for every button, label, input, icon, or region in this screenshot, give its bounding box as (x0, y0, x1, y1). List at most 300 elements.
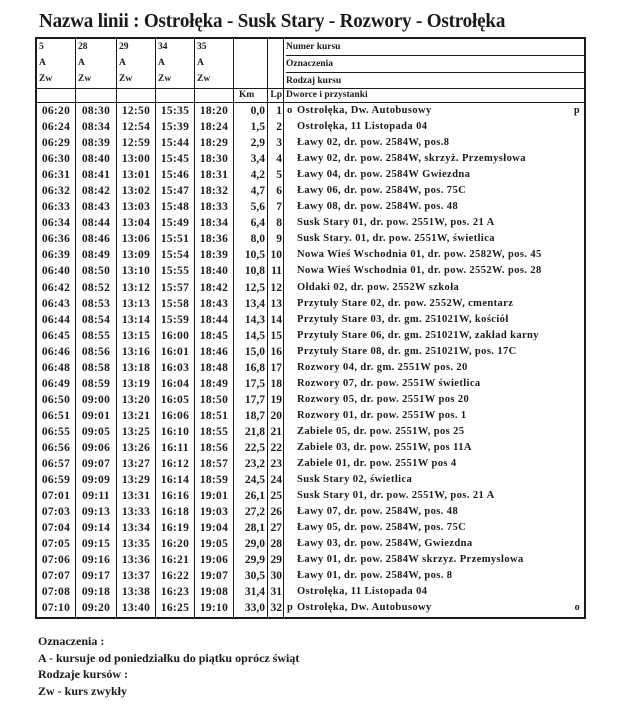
lp-value: 5 (268, 167, 284, 183)
departure-time: 18:55 (195, 424, 234, 440)
km-value: 3,4 (234, 151, 268, 167)
course-marking: A (197, 58, 204, 68)
stop-name: Susk Stary. 01, dr. pow. 2551W, świetlica (297, 233, 495, 245)
lp-value: 29 (268, 552, 284, 568)
timetable-row (37, 568, 584, 584)
departure-time: 18:51 (195, 408, 234, 424)
departure-time: 15:39 (156, 119, 195, 135)
departure-time: 18:43 (195, 296, 234, 312)
stop-cell (284, 552, 584, 568)
timetable-body (37, 103, 584, 617)
departure-time: 16:22 (156, 568, 195, 584)
departure-time: 08:46 (76, 231, 117, 247)
course-header (76, 39, 117, 88)
departure-time: 15:55 (156, 263, 195, 279)
departure-time: 16:01 (156, 344, 195, 360)
departure-time: 08:56 (76, 344, 117, 360)
departure-time: 15:54 (156, 247, 195, 263)
lp-value: 15 (268, 328, 284, 344)
time-header-blank (37, 89, 76, 102)
course-marking: A (119, 58, 126, 68)
km-value: 1,5 (234, 119, 268, 135)
departure-time: 08:58 (76, 360, 117, 376)
label-numer-kursu: Numer kursu (286, 39, 584, 56)
departure-time: 06:59 (37, 472, 76, 488)
lp-value: 10 (268, 247, 284, 263)
timetable-row (37, 151, 584, 167)
course-type: Zw (158, 74, 172, 84)
departure-time: 09:09 (76, 472, 117, 488)
departure-time: 09:01 (76, 408, 117, 424)
stop-cell (284, 360, 584, 376)
stop-name: Ławy 06, dr. pow. 2584W, pos. 75C (297, 185, 467, 197)
departure-time: 16:11 (156, 440, 195, 456)
departure-time: 16:23 (156, 584, 195, 600)
departure-time: 19:01 (195, 488, 234, 504)
stop-cell (284, 472, 584, 488)
departure-time: 13:15 (117, 328, 156, 344)
stop-name: Ławy 05, dr. pow. 2584W, pos. 75C (297, 522, 467, 534)
stop-cell (284, 103, 584, 119)
departure-time: 16:10 (156, 424, 195, 440)
stop-cell (284, 231, 584, 247)
km-value: 18,7 (234, 408, 268, 424)
stop-cell (284, 280, 584, 296)
departure-time: 18:32 (195, 183, 234, 199)
lp-value: 14 (268, 312, 284, 328)
timetable-row (37, 360, 584, 376)
km-value: 29,0 (234, 536, 268, 552)
timetable-row (37, 584, 584, 600)
stop-name: Susk Stary 01, dr. pow. 2551W, pos. 21 A (297, 217, 495, 229)
lp-value: 18 (268, 376, 284, 392)
departure-time: 16:12 (156, 456, 195, 472)
km-value: 29,9 (234, 552, 268, 568)
timetable-row (37, 280, 584, 296)
km-value: 17,7 (234, 392, 268, 408)
time-header-blank (117, 89, 156, 102)
departure-time: 13:37 (117, 568, 156, 584)
departure-time: 09:11 (76, 488, 117, 504)
departure-time: 13:01 (117, 167, 156, 183)
departure-time: 13:02 (117, 183, 156, 199)
departure-time: 07:10 (37, 600, 76, 616)
departure-time: 06:40 (37, 263, 76, 279)
stop-name: Ławy 01, dr. pow. 2584W, pos. 8 (297, 570, 453, 582)
stop-cell (284, 312, 584, 328)
time-header-blank (76, 89, 117, 102)
departure-time: 13:34 (117, 520, 156, 536)
line-title: Nazwa linii : Ostrołęka - Susk Stary - Rozwory - Ostrołęka (39, 10, 506, 32)
departure-time: 06:34 (37, 215, 76, 231)
departure-time: 16:16 (156, 488, 195, 504)
stop-cell (284, 392, 584, 408)
stop-cell (284, 408, 584, 424)
departure-time: 13:19 (117, 376, 156, 392)
departure-time: 18:57 (195, 456, 234, 472)
departure-time: 15:49 (156, 215, 195, 231)
timetable-row (37, 424, 584, 440)
departure-time: 09:05 (76, 424, 117, 440)
departure-time: 19:07 (195, 568, 234, 584)
course-type: Zw (39, 74, 53, 84)
timetable-row (37, 119, 584, 135)
course-number: 28 (78, 42, 88, 52)
km-value: 15,0 (234, 344, 268, 360)
stop-cell (284, 568, 584, 584)
lp-value: 31 (268, 584, 284, 600)
timetable-row (37, 344, 584, 360)
stop-cell (284, 488, 584, 504)
stop-prefix-mark: p (287, 602, 294, 614)
departure-time: 13:04 (117, 215, 156, 231)
stop-name: Przytuły Stare 06, dr. gm. 251021W, zakład karny (297, 329, 539, 341)
timetable-row (37, 296, 584, 312)
timetable-row (37, 552, 584, 568)
stop-name: Ostrołęka, 11 Listopada 04 (297, 586, 428, 598)
departure-time: 19:04 (195, 520, 234, 536)
km-value: 10,5 (234, 247, 268, 263)
stop-name: Ławy 03, dr. pow. 2584W, Gwiezdna (297, 538, 473, 550)
lp-value: 26 (268, 504, 284, 520)
departure-time: 16:06 (156, 408, 195, 424)
legend (38, 633, 299, 699)
departure-time: 19:05 (195, 536, 234, 552)
departure-time: 13:29 (117, 472, 156, 488)
departure-time: 15:44 (156, 135, 195, 151)
course-labels (284, 39, 584, 88)
departure-time: 09:06 (76, 440, 117, 456)
stop-name: Ławy 07, dr. pow. 2584W, pos. 48 (297, 506, 459, 518)
departure-time: 06:46 (37, 344, 76, 360)
timetable-row (37, 376, 584, 392)
timetable-row (37, 167, 584, 183)
header-row-courses (37, 39, 584, 89)
km-value: 22,5 (234, 440, 268, 456)
departure-time: 13:20 (117, 392, 156, 408)
departure-time: 06:20 (37, 103, 76, 119)
lp-value: 32 (268, 600, 284, 616)
departure-time: 08:44 (76, 215, 117, 231)
course-marking: A (78, 58, 85, 68)
departure-time: 09:18 (76, 584, 117, 600)
departure-time: 06:36 (37, 231, 76, 247)
departure-time: 07:05 (37, 536, 76, 552)
departure-time: 18:30 (195, 151, 234, 167)
stop-cell (284, 183, 584, 199)
departure-time: 08:50 (76, 263, 117, 279)
timetable-row (37, 440, 584, 456)
departure-time: 18:20 (195, 103, 234, 119)
lp-value: 28 (268, 536, 284, 552)
timetable-row (37, 183, 584, 199)
departure-time: 13:31 (117, 488, 156, 504)
km-value: 26,1 (234, 488, 268, 504)
stop-cell (284, 167, 584, 183)
stop-cell (284, 328, 584, 344)
km-header: Km (234, 89, 268, 102)
stop-cell (284, 600, 584, 616)
time-header-blank (156, 89, 195, 102)
departure-time: 08:52 (76, 280, 117, 296)
departure-time: 18:40 (195, 263, 234, 279)
departure-time: 08:40 (76, 151, 117, 167)
course-header (156, 39, 195, 88)
stop-cell (284, 296, 584, 312)
timetable-row (37, 247, 584, 263)
stop-cell (284, 247, 584, 263)
departure-time: 09:07 (76, 456, 117, 472)
stop-name: Nowa Wieś Wschodnia 01, dr. pow. 2582W, pos. 45 (297, 249, 542, 261)
departure-time: 13:21 (117, 408, 156, 424)
timetable-row (37, 472, 584, 488)
lp-value: 27 (268, 520, 284, 536)
km-value: 4,7 (234, 183, 268, 199)
stop-name: Zabiele 05, dr. pow. 2551W, pos 25 (297, 425, 465, 437)
lp-value: 23 (268, 456, 284, 472)
stop-name: Nowa Wieś Wschodnia 01, dr. pow. 2552W. pos. 28 (297, 265, 542, 277)
course-type: Zw (119, 74, 133, 84)
departure-time: 13:00 (117, 151, 156, 167)
departure-time: 18:46 (195, 344, 234, 360)
departure-time: 06:45 (37, 328, 76, 344)
departure-time: 06:44 (37, 312, 76, 328)
label-rodzaj-kursu: Rodzaj kursu (286, 76, 342, 86)
course-header (117, 39, 156, 88)
departure-time: 13:18 (117, 360, 156, 376)
departure-time: 06:39 (37, 247, 76, 263)
km-value: 31,4 (234, 584, 268, 600)
departure-time: 08:54 (76, 312, 117, 328)
departure-time: 18:50 (195, 392, 234, 408)
stop-name: Rozwory 07, dr. pow. 2551W świetlica (297, 377, 481, 389)
timetable-row (37, 215, 584, 231)
departure-time: 06:55 (37, 424, 76, 440)
departure-time: 06:48 (37, 360, 76, 376)
departure-time: 18:49 (195, 376, 234, 392)
course-marking: A (39, 58, 46, 68)
lp-value: 24 (268, 472, 284, 488)
lp-value: 17 (268, 360, 284, 376)
departure-time: 16:18 (156, 504, 195, 520)
lp-value: 19 (268, 392, 284, 408)
departure-time: 15:35 (156, 103, 195, 119)
km-value: 17,5 (234, 376, 268, 392)
km-value: 6,4 (234, 215, 268, 231)
stop-name: Ławy 02, dr. pow. 2584W, skrzyż. Przemysłowa (297, 153, 526, 165)
stop-suffix-mark: p (574, 105, 580, 116)
course-number: 35 (197, 42, 207, 52)
departure-time: 07:06 (37, 552, 76, 568)
departure-time: 06:51 (37, 408, 76, 424)
departure-time: 16:21 (156, 552, 195, 568)
departure-time: 18:34 (195, 215, 234, 231)
km-value: 28,1 (234, 520, 268, 536)
departure-time: 16:20 (156, 536, 195, 552)
departure-time: 13:27 (117, 456, 156, 472)
stop-cell (284, 215, 584, 231)
stop-prefix-mark: o (287, 105, 293, 116)
timetable-row (37, 135, 584, 151)
departure-time: 13:33 (117, 504, 156, 520)
timetable-row (37, 536, 584, 552)
label-oznaczenia: Oznaczenia (286, 56, 584, 73)
stop-cell (284, 536, 584, 552)
timetable-row (37, 392, 584, 408)
timetable-row (37, 408, 584, 424)
course-number: 29 (119, 42, 129, 52)
km-value: 2,9 (234, 135, 268, 151)
stop-cell (284, 456, 584, 472)
departure-time: 08:55 (76, 328, 117, 344)
lp-value: 1 (268, 103, 284, 119)
stop-name: Zabiele 03, dr. pow. 2551W, pos 11A (297, 441, 472, 453)
km-value: 12,5 (234, 280, 268, 296)
km-value: 4,2 (234, 167, 268, 183)
departure-time: 18:45 (195, 328, 234, 344)
course-marking: A (158, 58, 165, 68)
stop-cell (284, 135, 584, 151)
departure-time: 13:09 (117, 247, 156, 263)
departure-time: 07:04 (37, 520, 76, 536)
stop-cell (284, 440, 584, 456)
lp-value: 21 (268, 424, 284, 440)
departure-time: 19:06 (195, 552, 234, 568)
departure-time: 07:08 (37, 584, 76, 600)
course-number: 34 (158, 42, 168, 52)
departure-time: 19:03 (195, 504, 234, 520)
departure-time: 09:17 (76, 568, 117, 584)
departure-time: 13:38 (117, 584, 156, 600)
km-value: 8,0 (234, 231, 268, 247)
lp-value: 11 (268, 263, 284, 279)
lp-value: 9 (268, 231, 284, 247)
km-value: 10,8 (234, 263, 268, 279)
km-header-blank (234, 39, 268, 88)
km-value: 33,0 (234, 600, 268, 616)
lp-value: 25 (268, 488, 284, 504)
stop-cell (284, 520, 584, 536)
departure-time: 06:24 (37, 119, 76, 135)
departure-time: 18:56 (195, 440, 234, 456)
stop-name: Susk Stary 01, dr. pow. 2551W, pos. 21 A (297, 490, 495, 502)
departure-time: 06:49 (37, 376, 76, 392)
lp-value: 16 (268, 344, 284, 360)
departure-time: 09:20 (76, 600, 117, 616)
timetable-row (37, 600, 584, 616)
departure-time: 06:32 (37, 183, 76, 199)
departure-time: 16:03 (156, 360, 195, 376)
stop-name: Ławy 01, dr. pow. 2584W skrzyz. Przemyslowa (297, 554, 524, 566)
course-type: Zw (78, 74, 92, 84)
stop-cell (284, 504, 584, 520)
km-value: 5,6 (234, 199, 268, 215)
departure-time: 18:36 (195, 231, 234, 247)
departure-time: 13:13 (117, 296, 156, 312)
departure-time: 18:29 (195, 135, 234, 151)
lp-value: 3 (268, 135, 284, 151)
time-header-blank (195, 89, 234, 102)
km-value: 24,5 (234, 472, 268, 488)
departure-time: 15:46 (156, 167, 195, 183)
departure-time: 19:08 (195, 584, 234, 600)
departure-time: 15:51 (156, 231, 195, 247)
departure-time: 15:45 (156, 151, 195, 167)
stop-cell (284, 584, 584, 600)
departure-time: 13:25 (117, 424, 156, 440)
timetable-row (37, 103, 584, 119)
timetable-row (37, 456, 584, 472)
stop-cell (284, 119, 584, 135)
departure-time: 13:03 (117, 199, 156, 215)
stop-name: Susk Stary 02, świetlica (297, 474, 413, 486)
departure-time: 06:50 (37, 392, 76, 408)
departure-time: 16:25 (156, 600, 195, 616)
stop-name: Zabiele 01, dr. pow. 2551W pos 4 (297, 458, 457, 470)
departure-time: 16:14 (156, 472, 195, 488)
stop-name: Ławy 08, dr. pow. 2584W. pos. 48 (297, 201, 459, 213)
departure-time: 08:49 (76, 247, 117, 263)
km-value: 23,2 (234, 456, 268, 472)
departure-time: 13:06 (117, 231, 156, 247)
lp-value: 6 (268, 183, 284, 199)
lp-value: 30 (268, 568, 284, 584)
timetable-row (37, 231, 584, 247)
km-value: 14,3 (234, 312, 268, 328)
departure-time: 08:42 (76, 183, 117, 199)
timetable-row (37, 520, 584, 536)
stop-cell (284, 376, 584, 392)
stop-name: Przytuły Stare 03, dr. gm. 251021W, kościół (297, 313, 509, 325)
km-value: 21,8 (234, 424, 268, 440)
course-header (37, 39, 76, 88)
timetable-row (37, 312, 584, 328)
departure-time: 09:00 (76, 392, 117, 408)
stop-cell (284, 424, 584, 440)
timetable-row (37, 488, 584, 504)
legend-markings-title: Oznaczenia : (38, 634, 105, 648)
timetable-row (37, 199, 584, 215)
header-row-columns (37, 89, 584, 103)
departure-time: 06:29 (37, 135, 76, 151)
stops-header: Dworce i przystanki (286, 90, 368, 100)
stop-name: Przytuły Stare 02, dr. pow. 2552W, cmentarz (297, 297, 514, 309)
departure-time: 13:40 (117, 600, 156, 616)
departure-time: 18:42 (195, 280, 234, 296)
departure-time: 09:13 (76, 504, 117, 520)
departure-time: 18:31 (195, 167, 234, 183)
stop-name: Ławy 04, dr. pow. 2584W Gwiezdna (297, 169, 471, 181)
departure-time: 18:24 (195, 119, 234, 135)
stop-name: Ołdaki 02, dr. pow. 2552W szkoła (297, 281, 460, 293)
departure-time: 12:59 (117, 135, 156, 151)
departure-time: 13:14 (117, 312, 156, 328)
km-value: 14,5 (234, 328, 268, 344)
departure-time: 12:54 (117, 119, 156, 135)
departure-time: 16:04 (156, 376, 195, 392)
departure-time: 08:59 (76, 376, 117, 392)
stop-cell (284, 151, 584, 167)
lp-value: 13 (268, 296, 284, 312)
stop-name: Ostrołęka, 11 Listopada 04 (297, 121, 428, 133)
departure-time: 16:00 (156, 328, 195, 344)
departure-time: 06:43 (37, 296, 76, 312)
lp-value: 20 (268, 408, 284, 424)
departure-time: 15:48 (156, 199, 195, 215)
course-type: Zw (197, 74, 211, 84)
stop-cell (284, 344, 584, 360)
departure-time: 15:57 (156, 280, 195, 296)
